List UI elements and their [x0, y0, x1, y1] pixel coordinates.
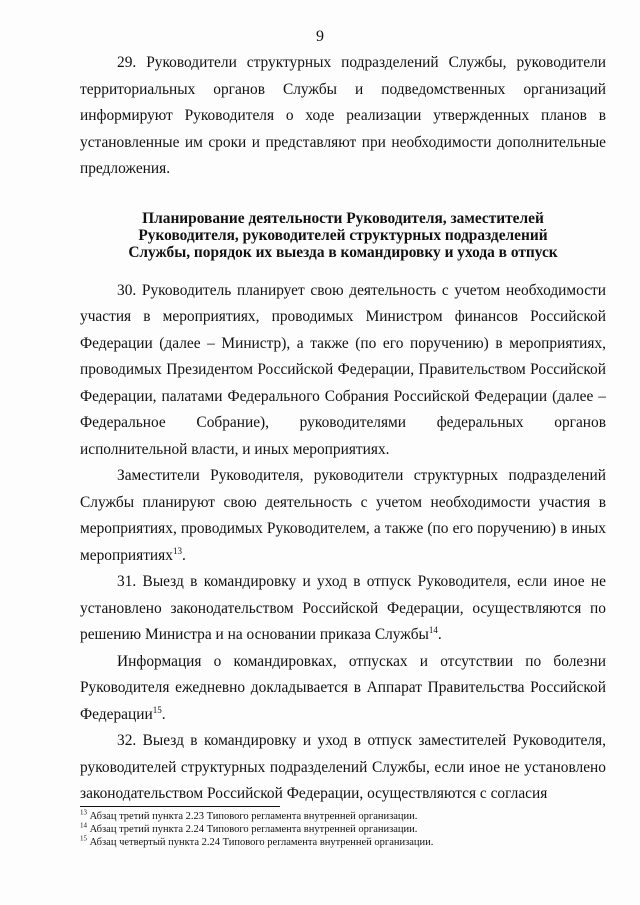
- page-number: 9: [316, 28, 324, 45]
- section-heading-line-1: Планирование деятельности Руководителя, заместителей: [142, 209, 544, 227]
- paragraph-30-deputies-text: Заместители Руководителя, руководители структурных подразделений Службы планируют свою деятельность с учетом необходимости участия в мероприятиях, проводимых Руководителем, а также (по его поручению) в иных мероприятиях: [80, 467, 606, 564]
- paragraph-30: 30. Руководитель планирует свою деятельность с учетом необходимости участия в мероприятиях, проводимых Министром финансов Российской Федерации (далее – Министр), а также (по его поручению) в мероприятиях, проводимых Президентом Российской Федерации, Правительством Российской Федерации, палатами Федерального Собрания Российской Федерации (далее – Федеральное Собрание), руководителями федеральных органов исполнительной власти, и иных мероприятиях.: [80, 281, 606, 458]
- footnote-divider: [80, 806, 280, 807]
- footnote-13: [80, 810, 610, 823]
- footnote-15: [80, 836, 610, 849]
- paragraph-32: 32. Выезд в командировку и уход в отпуск заместителей Руководителя, руководителей структурных подразделений Службы, если иное не установлено законодательством Российской Федерации, осуществляются с согласия: [80, 732, 606, 802]
- paragraph-31-information-text: Информация о командировках, отпусках и отсутствии по болезни Руководителя ежедневно докладывается в Аппарат Правительства Российской Федерации: [80, 652, 606, 723]
- paragraph-29: 29. Руководители структурных подразделений Службы, руководители территориальных органов Службы и подведомственных организаций информируют Руководителя о ходе реализации утвержденных планов в установленные им сроки и представляют при необходимости дополнительные предложения.: [80, 54, 606, 177]
- paragraph-30-deputies: [80, 463, 606, 569]
- footnote-ref-13: 13: [172, 545, 182, 556]
- footnote-13-text: Абзац третий пункта 2.23 Типового регламента внутренней организации.: [89, 811, 418, 822]
- page-content: [80, 50, 606, 808]
- paragraph-31-text: 31. Выезд в командировку и уход в отпуск Руководителя, если иное не установлено законодательством Российской Федерации, осуществляются по решению Министра и на основании приказа Службы: [80, 573, 606, 643]
- section-heading: [80, 210, 606, 261]
- section-heading-line-3: Службы, порядок их выезда в командировку и ухода в отпуск: [128, 243, 558, 261]
- paragraph-31-information: [80, 649, 606, 729]
- footnote-15-number: 15: [80, 834, 87, 843]
- paragraph-31: [80, 569, 606, 649]
- footnote-14: [80, 823, 610, 836]
- footnote-ref-15: 15: [152, 704, 162, 715]
- section-heading-line-2: Руководителя, руководителей структурных подразделений: [138, 226, 548, 244]
- footnote-14-text: Абзац третий пункта 2.24 Типового регламента внутренней организации.: [89, 824, 418, 835]
- paragraph-30-deputies-end: .: [181, 546, 186, 564]
- footnotes: [80, 810, 610, 849]
- footnote-ref-14: 14: [428, 624, 438, 635]
- footnote-13-number: 13: [80, 808, 87, 817]
- paragraph-31-end: .: [437, 626, 442, 643]
- footnote-14-number: 14: [80, 821, 87, 830]
- paragraph-31-information-end: .: [161, 705, 166, 723]
- footnote-15-text: Абзац четвертый пункта 2.24 Типового регламента внутренней организации.: [89, 837, 434, 848]
